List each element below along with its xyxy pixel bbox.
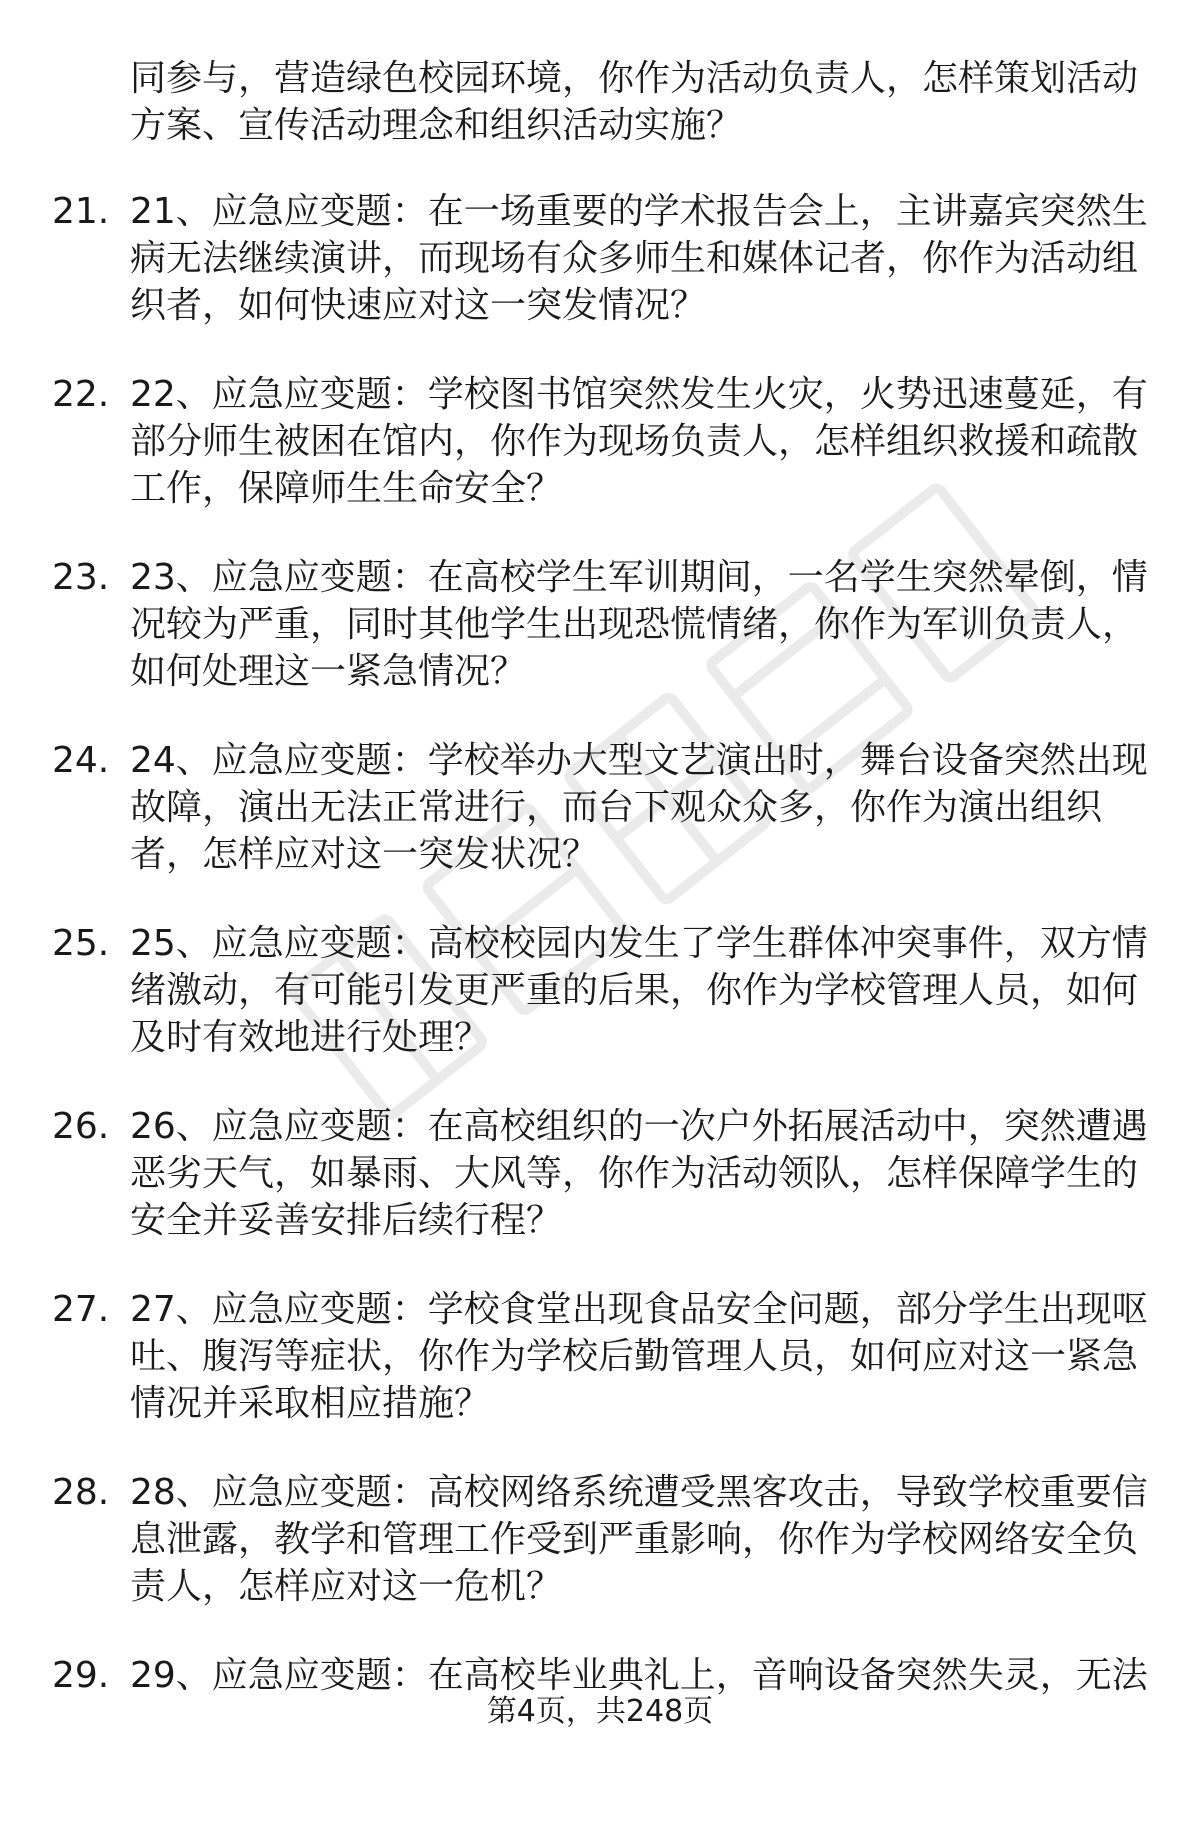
list-item — [0, 920, 1200, 1103]
question-number: 26. — [52, 1106, 110, 1147]
question-number: 29. — [52, 1655, 110, 1696]
list-item — [0, 554, 1200, 737]
question-text: 27、应急应变题：学校食堂出现食品安全问题，部分学生出现呕吐、腹泻等症状，你作为学校后勤管理人员，如何应对这一紧急情况并采取相应措施？ — [130, 1289, 1148, 1424]
question-number: 22. — [52, 374, 110, 415]
list-item — [0, 371, 1200, 554]
list-item — [0, 1286, 1200, 1469]
list-item — [0, 188, 1200, 371]
list-item — [0, 1103, 1200, 1286]
question-number: 24. — [52, 740, 110, 781]
question-text: 22、应急应变题：学校图书馆突然发生火灾，火势迅速蔓延，有部分师生被困在馆内，你作为现场负责人，怎样组织救援和疏散工作，保障师生生命安全？ — [130, 374, 1148, 509]
question-text: 23、应急应变题：在高校学生军训期间，一名学生突然晕倒，情况较为严重，同时其他学生出现恐慌情绪，你作为军训负责人，如何处理这一紧急情况？ — [130, 557, 1148, 692]
question-text: 21、应急应变题：在一场重要的学术报告会上，主讲嘉宾突然生病无法继续演讲，而现场有众多师生和媒体记者，你作为活动组织者，如何快速应对这一突发情况？ — [130, 191, 1148, 326]
list-item — [0, 1469, 1200, 1652]
question-number: 28. — [52, 1472, 110, 1513]
question-text: 28、应急应变题：高校网络系统遭受黑客攻击，导致学校重要信息泄露，教学和管理工作受到严重影响，你作为学校网络安全负责人，怎样应对这一危机？ — [130, 1472, 1148, 1607]
question-number: 25. — [52, 923, 110, 964]
question-number: 21. — [52, 191, 110, 232]
question-number: 23. — [52, 557, 110, 598]
question-text: 24、应急应变题：学校举办大型文艺演出时，舞台设备突然出现故障，演出无法正常进行，而台下观众众多，你作为演出组织者，怎样应对这一突发状况？ — [130, 740, 1148, 875]
question-text: 29、应急应变题：在高校毕业典礼上，音响设备突然失灵，无法 — [130, 1655, 1148, 1696]
list-item — [0, 737, 1200, 920]
question-number: 27. — [52, 1289, 110, 1330]
page-footer: 第4页，共248页 — [486, 1694, 714, 1729]
question-text: 25、应急应变题：高校校园内发生了学生群体冲突事件，双方情绪激动，有可能引发更严重的后果，你作为学校管理人员，如何及时有效地进行处理？ — [130, 923, 1148, 1058]
continuation-text: 同参与，营造绿色校园环境，你作为活动负责人，怎样策划活动方案、宣传活动理念和组织活动实施？ — [130, 58, 1139, 146]
list-item — [0, 1652, 1200, 1835]
question-list — [0, 188, 1200, 1835]
question-text: 26、应急应变题：在高校组织的一次户外拓展活动中，突然遭遇恶劣天气，如暴雨、大风等，你作为活动领队，怎样保障学生的安全并妥善安排后续行程？ — [130, 1106, 1148, 1241]
